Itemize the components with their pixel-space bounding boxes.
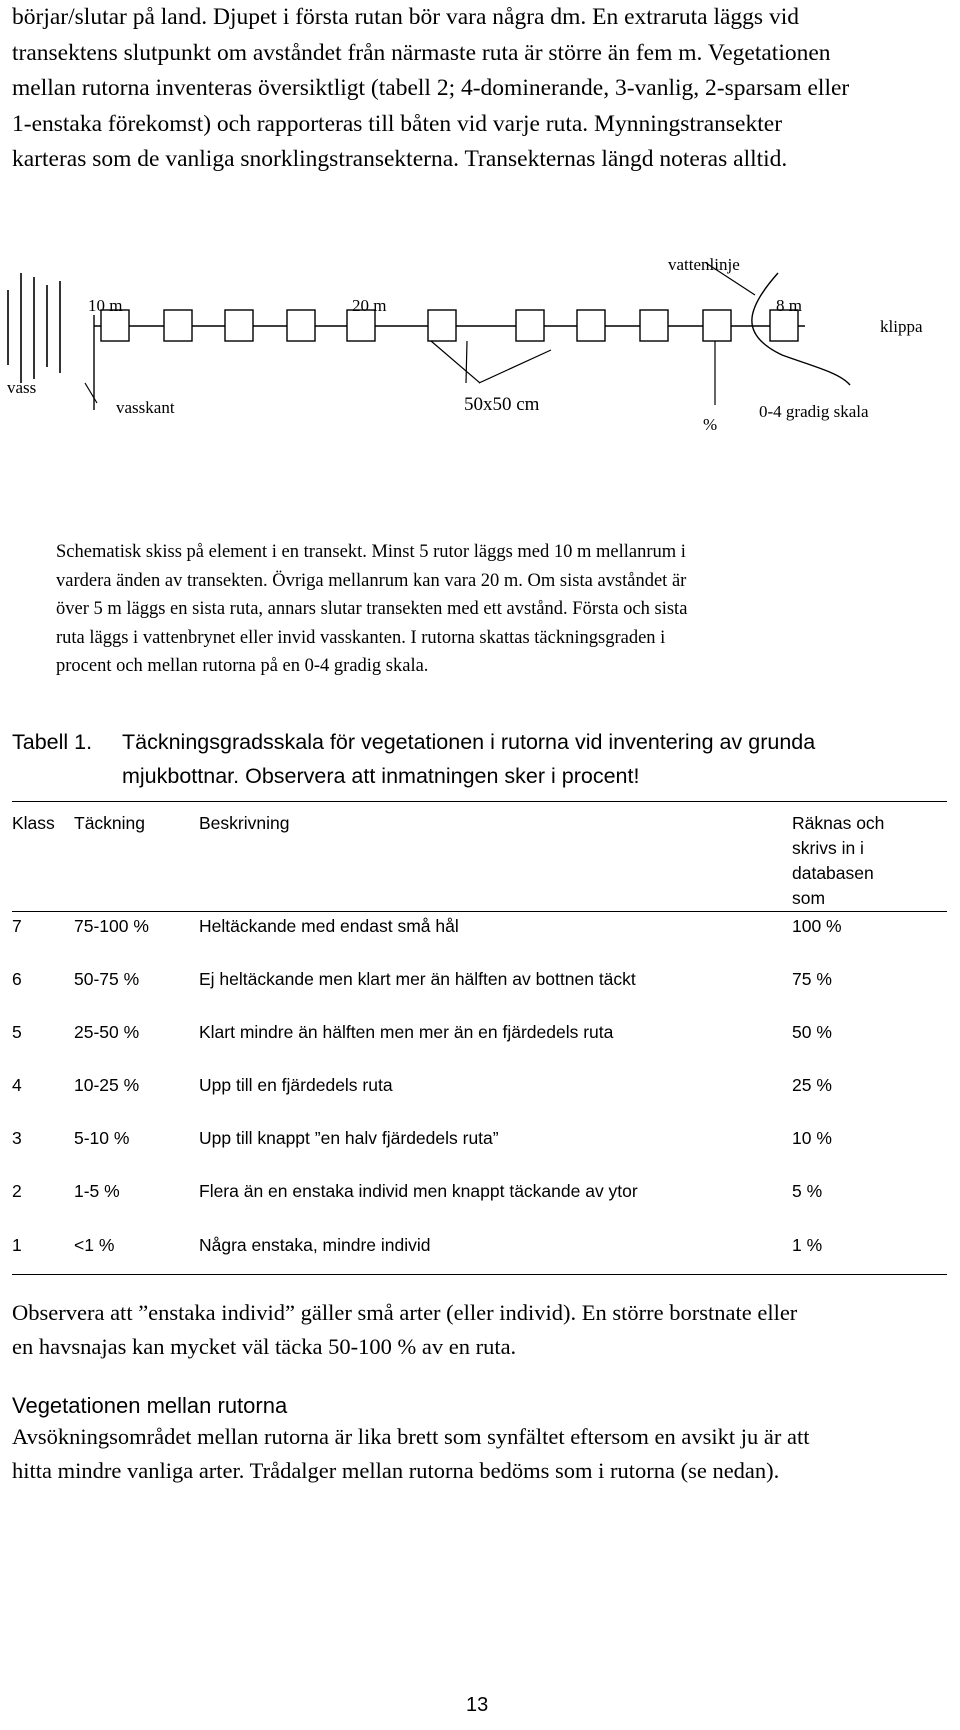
header-tackning: Täckning (74, 813, 146, 833)
plot-square (703, 310, 731, 341)
header-beskrivning: Beskrivning (199, 813, 290, 833)
plot-square (225, 310, 253, 341)
page-number: 13 (466, 1694, 489, 1716)
plot-square (577, 310, 605, 341)
cell-tackning: 50-75 % (74, 969, 140, 989)
cell-beskrivning: Upp till en fjärdedels ruta (199, 1075, 393, 1095)
cell-tackning: 1-5 % (74, 1181, 120, 1201)
cell-raknas: 100 % (792, 916, 842, 936)
cell-raknas: 10 % (792, 1128, 832, 1148)
intro-line: 1-enstaka förekomst) och rapporteras till båten vid varje ruta. Mynningstransekter (12, 110, 783, 137)
table-row (12, 1072, 947, 1100)
plot-square (640, 310, 668, 341)
cell-klass: 5 (12, 1022, 22, 1042)
caption-line: procent och mellan rutorna på en 0-4 gradig skala. (56, 656, 429, 676)
header-raknas: som (792, 888, 826, 908)
table-title-line: mjukbottnar. Observera att inmatningen sker i procent! (122, 764, 640, 788)
intro-line: transektens slutpunkt om avståndet från närmaste ruta är större än fem m. Vegetationen (12, 39, 831, 66)
cell-raknas: 25 % (792, 1075, 832, 1095)
label-dist-10: 10 m (88, 296, 123, 315)
table-row (12, 913, 947, 941)
section-line: hitta mindre vanliga arter. Trådalger mellan rutorna bedöms som i rutorna (se nedan). (12, 1457, 780, 1483)
intro-line: karteras som de vanliga snorklingstransekterna. Transekternas längd noteras alltid. (12, 146, 788, 172)
plot-pointer (431, 341, 480, 383)
label-plot-size: 50x50 cm (464, 394, 540, 415)
note-line: Observera att ”enstaka individ” gäller små arter (eller individ). En större borstnate eller (12, 1300, 798, 1325)
cliff-curve (752, 273, 850, 385)
cell-tackning: 10-25 % (74, 1075, 140, 1095)
cell-klass: 1 (12, 1235, 22, 1255)
plot-square (164, 310, 192, 341)
transect-diagram (0, 255, 960, 485)
cell-tackning: 25-50 % (74, 1022, 140, 1042)
cell-klass: 2 (12, 1181, 22, 1201)
header-raknas: databasen (792, 863, 874, 883)
section-heading: Vegetationen mellan rutorna (12, 1393, 288, 1418)
cell-beskrivning: Upp till knappt ”en halv fjärdedels ruta” (199, 1128, 499, 1148)
table-bottom-rule (12, 1274, 947, 1275)
caption-line: vardera änden av transekten. Övriga mellanrum kan vara 20 m. Om sista avståndet är (56, 570, 687, 591)
vasskant-pointer (85, 383, 97, 403)
table-top-rule (12, 801, 947, 802)
reed-lines (8, 273, 60, 383)
cell-raknas: 5 % (792, 1181, 823, 1201)
label-dist-8: 8 m (776, 296, 802, 315)
caption-line: Schematisk skiss på element i en transekt. Minst 5 rutor läggs med 10 m mellanrum i (56, 542, 686, 562)
section-line: Avsökningsområdet mellan rutorna är lika brett som synfältet eftersom en avsikt ju är att (12, 1424, 810, 1449)
plot-square (516, 310, 544, 341)
cell-raknas: 1 % (792, 1235, 823, 1255)
gap-pointer (479, 350, 551, 383)
intro-paragraph (12, 0, 952, 178)
cell-raknas: 50 % (792, 1022, 832, 1042)
label-klippa: klippa (880, 317, 923, 336)
label-percent: % (703, 415, 718, 434)
figure-caption (56, 538, 926, 681)
table-row (12, 1232, 947, 1260)
note-paragraph (12, 1296, 952, 1364)
cell-beskrivning: Ej heltäckande men klart mer än hälften av bottnen täckt (199, 969, 636, 989)
table-row (12, 1125, 947, 1153)
cell-raknas: 75 % (792, 969, 832, 989)
table-header (12, 810, 947, 910)
header-klass: Klass (12, 813, 55, 833)
cell-tackning: <1 % (74, 1235, 115, 1255)
cell-klass: 4 (12, 1075, 22, 1095)
cell-klass: 3 (12, 1128, 22, 1148)
note-line: en havsnajas kan mycket väl täcka 50-100 % av en ruta. (12, 1334, 517, 1359)
cell-tackning: 75-100 % (74, 916, 149, 936)
caption-line: över 5 m läggs en sista ruta, annars slutar transekten med ett avstånd. Första och sista (56, 599, 688, 619)
label-scale: 0-4 gradig skala (759, 402, 869, 421)
table-row (12, 966, 947, 994)
section-paragraph (12, 1420, 957, 1487)
intro-line: börjar/slutar på land. Djupet i första rutan bör vara några dm. En extraruta läggs vid (12, 4, 799, 30)
cell-klass: 7 (12, 916, 22, 936)
cell-beskrivning: Några enstaka, mindre individ (199, 1235, 431, 1255)
percent-pointer (466, 341, 467, 383)
label-vasskant: vasskant (116, 398, 175, 417)
caption-line: ruta läggs i vattenbrynet eller invid vasskanten. I rutorna skattas täckningsgraden i (56, 627, 666, 648)
intro-line: mellan rutorna inventeras översiktligt (tabell 2; 4-dominerande, 3-vanlig, 2-sparsam eller (12, 75, 850, 101)
table-row (12, 1178, 947, 1206)
cell-beskrivning: Heltäckande med endast små hål (199, 916, 459, 936)
cell-klass: 6 (12, 969, 22, 989)
header-raknas: Räknas och (792, 813, 885, 833)
label-dist-20: 20 m (352, 296, 387, 315)
plot-square (428, 310, 456, 341)
cell-beskrivning: Flera än en enstaka individ men knappt täckande av ytor (199, 1181, 638, 1201)
cell-tackning: 5-10 % (74, 1128, 130, 1148)
table-number: Tabell 1. (12, 730, 93, 754)
header-raknas: skrivs in i (792, 838, 864, 858)
label-vattenlinje: vattenlinje (668, 255, 740, 274)
cell-beskrivning: Klart mindre än hälften men mer än en fjärdedels ruta (199, 1022, 614, 1042)
label-vass: vass (7, 378, 37, 397)
plot-square (287, 310, 315, 341)
table-title-line: Täckningsgradsskala för vegetationen i rutorna vid inventering av grunda (122, 730, 816, 754)
table-row (12, 1019, 947, 1047)
